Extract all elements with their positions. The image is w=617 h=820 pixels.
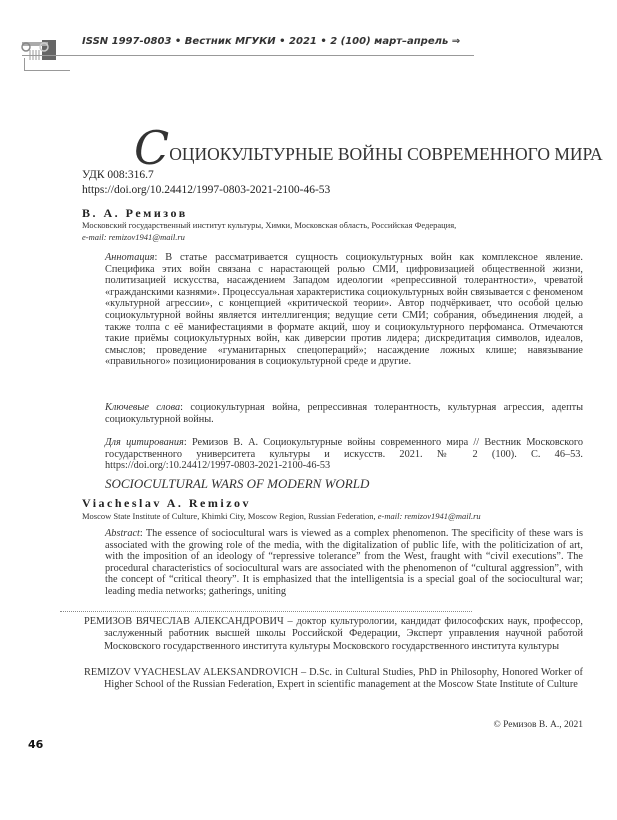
title-rest: ОЦИОКУЛЬТУРНЫЕ ВОЙНЫ СОВРЕМЕННОГО МИРА <box>169 144 603 164</box>
annotation-label: Аннотация <box>105 252 155 263</box>
logo-frame <box>24 58 70 71</box>
udk: УДК 008:316.7 <box>82 169 154 181</box>
english-affiliation <box>82 511 481 521</box>
english-email[interactable]: e-mail: remizov1941@mail.ru <box>377 511 481 521</box>
copyright: © Ремизов В. А., 2021 <box>493 720 583 730</box>
doi-link[interactable]: https://doi.org/10.24412/1997-0803-2021-2100-46-53 <box>82 184 331 196</box>
abstract-label: Abstract <box>105 528 140 539</box>
author-name: В. А. Ремизов <box>82 206 188 220</box>
author-bio-en: REMIZOV VYACHESLAV ALEKSANDROVICH – D.Sc. in Cultural Studies, PhD in Philosophy, Honored Worker of Higher School of the Russian Federation, Expert in scientific management at the Moscow State Institute of Culture <box>84 667 583 691</box>
running-header: ISSN 1997-0803 • Вестник МГУКИ • 2021 • 2 (100) март–апрель ⇒ <box>82 36 461 47</box>
english-abstract <box>105 528 583 598</box>
english-title: SOCIOCULTURAL WARS OF MODERN WORLD <box>105 476 370 491</box>
affiliation <box>82 220 456 243</box>
annotation-text: : В статье рассматривается сущность социокультурных войн как комплексное явление. Специфика этих войн связана с нарастающей ролью СМИ, цифровизацией общественной жизни, политизацией искусства, насаждением Западом идеологии «репрессивной толерантности», чреватой «гражданскими казнями». Процессуальная характеристика социокультурных войн связывается с феноменом «культурной агрессии», с концепцией «критической теории». Автор подчёркивает, что особой целью социокультурной войны является интеллигенция; ведущие сети СМИ; собрания, объединения людей, а также толпа с её манифестациями в формате акций, шоу и социокультурного перфоманса. Отмечаются такие приёмы социокультурных войн, как диверсии против лидера; дискредитация символов, идеалов, смыслов; проведение «гуманитарных спецопераций»; насаждение ложных клише; навязывание «правильного» позиционирования в социокультурной среде и другие. <box>105 252 583 368</box>
citation <box>105 437 583 472</box>
title-initial: С <box>134 121 170 175</box>
abstract-text: : The essence of sociocultural wars is viewed as a complex phenomenon. The specificity of these wars is associated with the growing role of the media, with the digitalization of public life, with the politicization of art, with the imposition of an ideology of “repressive tolerance” from the West, fraught with “civil executions”. The procedural characteristics of sociocultural wars are associated with the phenomenon of “cultural aggression”, with the concept of “critical theory”. It is emphasized that the intelligentsia is a special goal of the sociocultural war; leading media networks; gatherings, uniting <box>105 528 583 597</box>
article-title <box>134 121 603 175</box>
journal-logo <box>20 40 58 60</box>
citation-label: Для цитирования <box>105 437 184 448</box>
citation-text: : Ремизов В. А. Социокультурные войны современного мира // Вестник Московского государственного университета культуры и искусств. 2021. № 2 (100). С. 46–53. https://doi.org/:10.24412/1997-0803-2021-2100-46-53 <box>105 437 583 472</box>
udk-block <box>82 168 330 198</box>
affiliation-text: Московский государственный институт культуры, Химки, Московская область, Российская Федерация, <box>82 220 457 230</box>
keywords-text: : социокультурная война, репрессивная толерантность, культурная агрессия, адепты социокультурной войны. <box>105 402 583 425</box>
author-bio-ru: РЕМИЗОВ ВЯЧЕСЛАВ АЛЕКСАНДРОВИЧ – доктор культурологии, кандидат философских наук, профессор, заслуженный работник высшей школы Российской Федерации, Эксперт управления научной работой Московского государственного института культуры Московского государственного института культуры <box>84 616 583 652</box>
keywords-label: Ключевые слова <box>105 402 181 413</box>
english-author: Viacheslav A. Remizov <box>82 496 252 510</box>
author-email[interactable]: e-mail: remizov1941@mail.ru <box>82 231 185 242</box>
footnote-separator <box>60 611 472 612</box>
header-rule <box>22 55 474 56</box>
annotation <box>105 252 583 368</box>
page-number: 46 <box>28 738 44 751</box>
keywords <box>105 402 583 425</box>
english-affiliation-text: Moscow State Institute of Culture, Khimki City, Moscow Region, Russian Federation, <box>82 511 378 521</box>
